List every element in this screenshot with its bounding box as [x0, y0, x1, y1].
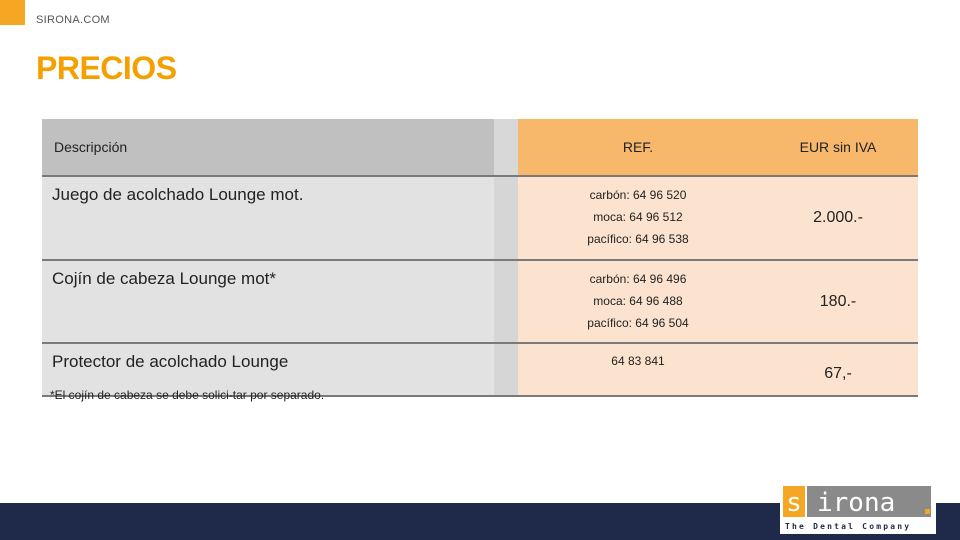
ref-code: pacífico: 64 96 504	[587, 316, 689, 330]
table-row	[42, 176, 918, 260]
row-price: 2.000.-	[758, 176, 918, 260]
page-title: PRECIOS	[36, 50, 177, 86]
site-label: SIRONA.COM	[36, 14, 110, 26]
table-row	[42, 260, 918, 343]
header-price: EUR sin IVA	[758, 119, 918, 176]
price-table	[42, 119, 918, 397]
row-price: 180.-	[758, 260, 918, 343]
ref-code: carbón: 64 96 496	[589, 272, 687, 286]
header-description: Descripción	[42, 119, 494, 176]
row-price: 67,-	[758, 343, 918, 396]
ref-code: moca: 64 96 488	[593, 294, 683, 308]
sirona-logo	[780, 482, 936, 534]
row-spacer	[494, 343, 518, 396]
ref-code: 64 83 841	[611, 354, 665, 368]
row-spacer	[494, 176, 518, 260]
row-description: Juego de acolchado Lounge mot.	[42, 176, 494, 260]
row-refs	[518, 260, 758, 343]
footnote: *El cojín de cabeza se debe solici-tar por separado.	[50, 388, 325, 402]
row-refs	[518, 176, 758, 260]
row-refs	[518, 343, 758, 396]
header-spacer	[494, 119, 518, 176]
row-spacer	[494, 260, 518, 343]
table-header-row	[42, 119, 918, 176]
row-description: Cojín de cabeza Lounge mot*	[42, 260, 494, 343]
ref-code: moca: 64 96 512	[593, 210, 683, 224]
row-description: Protector de acolchado Lounge	[42, 343, 494, 396]
ref-code: pacífico: 64 96 538	[587, 232, 689, 246]
corner-accent	[0, 0, 25, 25]
svg-text:irona: irona	[817, 488, 896, 518]
ref-code: carbón: 64 96 520	[589, 188, 687, 202]
svg-text:The Dental Company: The Dental Company	[785, 522, 912, 531]
header-ref: REF.	[518, 119, 758, 176]
svg-text:s: s	[786, 488, 802, 518]
